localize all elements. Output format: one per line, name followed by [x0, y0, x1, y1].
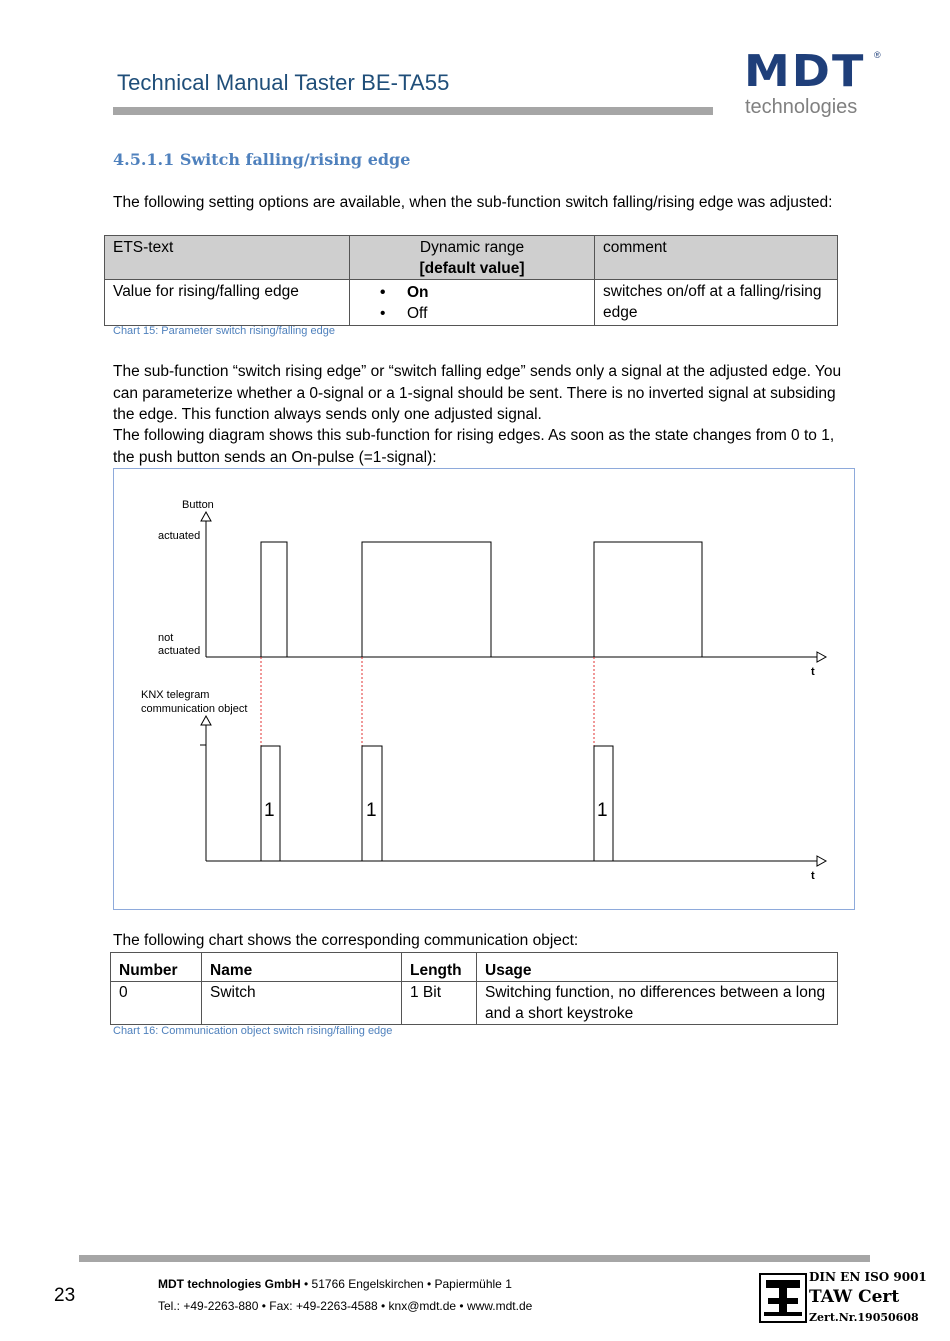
bottom-time-label: t — [811, 870, 815, 882]
communication-object-table — [110, 952, 838, 1025]
body-paragraph-2: The following diagram shows this sub-function for rising edges. As soon as the state changes from 0 to 1, the push button sends an On-pulse (=1-signal): — [113, 427, 835, 466]
cell-ets-text: Value for rising/falling edge — [105, 280, 350, 326]
cert-line-1: DIN EN ISO 9001 — [809, 1270, 927, 1284]
cell-comment: switches on/off at a falling/rising edge — [595, 280, 838, 326]
timing-diagram-svg — [114, 469, 854, 909]
cert-line-3: Zert.Nr.19050608 — [809, 1311, 919, 1324]
header-divider — [113, 107, 713, 115]
footer-address-text: • 51766 Engelskirchen • Papiermühle 1 — [300, 1277, 512, 1291]
option-list — [350, 282, 586, 324]
comm-intro: The following chart shows the corresponding communication object: — [113, 932, 579, 949]
top-y-arrow — [201, 512, 211, 521]
page-number: 23 — [54, 1285, 76, 1306]
document-title: Technical Manual Taster BE-TA55 — [117, 70, 450, 95]
pulse-value-2: 1 — [366, 800, 377, 821]
cell-usage: Switching function, no differences between a long and a short keystroke — [477, 982, 838, 1025]
header-range-label: Dynamic range — [419, 239, 525, 256]
timing-diagram — [113, 468, 855, 910]
taw-cert-seal-icon — [758, 1272, 808, 1324]
header-ets-text: ETS-text — [105, 236, 350, 280]
top-time-label: t — [811, 666, 815, 678]
header-comment: comment — [595, 236, 838, 280]
cell-name: Switch — [202, 982, 402, 1025]
option-on: • On — [350, 282, 586, 303]
communication-object-label: communication object — [141, 703, 248, 715]
table-row — [105, 280, 838, 326]
logo-subtitle: technologies — [745, 96, 858, 118]
cell-length: 1 Bit — [402, 982, 477, 1025]
table-header-row — [105, 236, 838, 280]
option-off: • Off — [350, 303, 586, 324]
header-dynamic-range — [350, 236, 595, 280]
knx-telegram-label: KNX telegram — [141, 689, 210, 701]
header-length: Length — [402, 953, 477, 982]
body-paragraph-1: The sub-function “switch rising edge” or “switch falling edge” sends only a signal at the adjusted edge. You can parameterize whether a 0-signal or a 1-signal should be sent. There is no inverted signal at subsiding the edge. This function always sends only one adjusted signal. — [113, 363, 842, 423]
cell-number: 0 — [111, 982, 202, 1025]
comm-header-row — [111, 953, 838, 982]
intro-paragraph: The following setting options are available, when the sub-function switch falling/rising edge was adjusted: — [113, 194, 833, 211]
actuated-label: actuated — [158, 530, 201, 542]
button-signal — [206, 542, 702, 657]
cert-line-2 — [809, 1287, 899, 1307]
footer-contact: Tel.: +49-2263-880 • Fax: +49-2263-4588 • knx@mdt.de • www.mdt.de — [158, 1299, 533, 1313]
cell-options — [350, 280, 595, 326]
header-name: Name — [202, 953, 402, 982]
header-usage: Usage — [477, 953, 838, 982]
registered-mark: ® — [874, 50, 881, 60]
bottom-y-arrow — [201, 716, 211, 725]
button-label: Button — [182, 499, 214, 511]
table-caption-15: Chart 15: Parameter switch rising/falling edge — [113, 325, 335, 337]
table-row — [111, 982, 838, 1025]
not-actuated-label: actuated — [158, 645, 201, 657]
parameter-table — [104, 235, 838, 326]
pulse-value-3: 1 — [597, 800, 608, 821]
header-number: Number — [111, 953, 202, 982]
footer-company: MDT technologies GmbH — [158, 1277, 301, 1291]
top-x-arrow — [817, 652, 826, 662]
mdt-logo: MDT — [744, 45, 866, 97]
pulse-value-1: 1 — [264, 800, 275, 821]
section-heading: 4.5.1.1 Switch falling/rising edge — [113, 150, 411, 169]
footer-address — [158, 1277, 512, 1291]
table-caption-16: Chart 16: Communication object switch rising/falling edge — [113, 1025, 393, 1037]
header-default-label: [default value] — [419, 260, 525, 277]
not-label: not — [158, 632, 174, 644]
bottom-x-arrow — [817, 856, 826, 866]
footer-divider — [79, 1255, 870, 1262]
cert-line-2-text: TAW Cert — [809, 1287, 900, 1307]
